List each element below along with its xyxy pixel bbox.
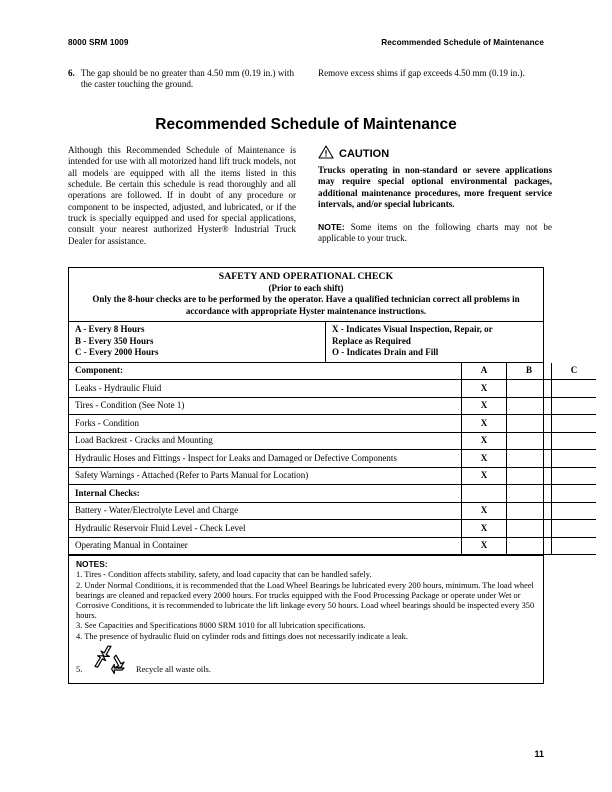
row-mark-a: X [462, 432, 507, 450]
legend-symbol-x-line1: X - Indicates Visual Inspection, Repair, or [332, 324, 493, 335]
caution-text: Trucks operating in non-standard or severe applications may require special optional environmental packages, additional maintenance procedures, more frequent service intervals, and/or special lubricants. [318, 165, 552, 210]
row-mark-a: X [462, 380, 507, 398]
row-mark-c [552, 432, 597, 450]
table-row [69, 467, 596, 485]
note-item-4: 4. The presence of hydraulic fluid on cylinder rods and fittings does not necessarily indicate a leak. [76, 631, 408, 641]
note-item-2: 2. Under Normal Conditions, it is recommended that the Load Wheel Bearings be lubricated every 200 hours, minimum. The load wheel bearings are cleaned and repacked every 2000 hours. For trucks equipped with the Food Processing Package or operate under Wet or Corrosive Conditions, it is recommended to lubricate the lift linkage every 50 hours. Load wheel bearings should be inspected every 350 hours. [76, 580, 535, 621]
section-mark-a [462, 485, 507, 503]
row-component: Safety Warnings - Attached (Refer to Parts Manual for Location) [69, 467, 462, 485]
step-left-text: The gap should be no greater than 4.50 mm (0.19 in.) with the caster touching the ground. [80, 68, 294, 90]
row-mark-a: X [462, 415, 507, 433]
column-header-b: B [507, 363, 552, 380]
note-block [318, 222, 552, 245]
step-block [68, 68, 544, 91]
row-mark-b [507, 432, 552, 450]
caution-column [318, 145, 552, 247]
row-mark-b [507, 415, 552, 433]
row-mark-a: X [462, 502, 507, 520]
table-row [69, 432, 596, 450]
row-component: Tires - Condition (See Note 1) [69, 397, 462, 415]
row-mark-b [507, 380, 552, 398]
chart-legend-row [69, 322, 543, 362]
row-mark-c [552, 502, 597, 520]
caution-header [318, 145, 552, 162]
row-component: Hydraulic Hoses and Fittings - Inspect for Leaks and Damaged or Defective Components [69, 450, 462, 468]
row-mark-a: X [462, 520, 507, 538]
legend-interval-b: B - Every 350 Hours [75, 335, 154, 346]
table-row [69, 397, 596, 415]
row-mark-c [552, 380, 597, 398]
note-item-5 [76, 643, 536, 677]
chart-title-line1: SAFETY AND OPERATIONAL CHECK [218, 271, 394, 282]
step-left-column [68, 68, 294, 91]
note-item-5-number: 5. [76, 664, 83, 674]
running-head-right: Recommended Schedule of Maintenance [381, 38, 544, 47]
chart-title-block [69, 268, 543, 322]
row-mark-a: X [462, 467, 507, 485]
table-row [69, 415, 596, 433]
running-head-left: 8000 SRM 1009 [68, 38, 129, 47]
table-row [69, 502, 596, 520]
legend-symbol-o: O - Indicates Drain and Fill [332, 347, 439, 358]
chart-title-line2: (Prior to each shift) [268, 282, 344, 293]
body-columns [68, 145, 552, 247]
page-number: 11 [534, 749, 544, 759]
note-item-3: 3. See Capacities and Specifications 8000 SRM 1010 for all lubrication specifications. [76, 621, 366, 631]
row-mark-c [552, 415, 597, 433]
table-section-heading-row [69, 485, 596, 503]
chart-title-line3: Only the 8-hour checks are to be performed by the operator. Have a qualified technician correct all problems in accordance with appropriate Hyster maintenance instructions. [92, 294, 520, 316]
row-mark-b [507, 537, 552, 555]
legend-interval-a: A - Every 8 Hours [75, 324, 145, 335]
row-component: Leaks - Hydraulic Fluid [69, 380, 462, 398]
row-mark-b [507, 397, 552, 415]
note-item-1: 1. Tires - Condition affects stability, safety, and load capacity that can be handled safely. [76, 570, 372, 580]
row-mark-c [552, 467, 597, 485]
table-header-row [69, 363, 596, 380]
table-row [69, 520, 596, 538]
caution-label: CAUTION [339, 147, 390, 160]
row-mark-c [552, 397, 597, 415]
note-item-5-text: Recycle all waste oils. [136, 664, 211, 674]
row-mark-c [552, 520, 597, 538]
table-row [69, 380, 596, 398]
column-header-component: Component: [69, 363, 462, 380]
row-mark-b [507, 502, 552, 520]
row-component: Hydraulic Reservoir Fluid Level - Check Level [69, 520, 462, 538]
note-label: NOTE: [318, 221, 345, 232]
row-mark-a: X [462, 397, 507, 415]
intro-paragraph: Although this Recommended Schedule of Maintenance is intended for use with all motorized hand lift truck models, not all models are equipped with all the items listed in this schedule. Be certain this schedule is read thoroughly and all operations are followed. If in doubt of any procedure or component to be inspected, adjusted, and lubricated, or if the truck is specially equipped and used for special applications, consult your nearest authorized Hyster® Industrial Truck Dealer for assistance. [68, 145, 297, 246]
table-row [69, 450, 596, 468]
notes-heading: NOTES: [76, 559, 108, 570]
maintenance-chart [68, 267, 578, 684]
row-component: Operating Manual in Container [69, 537, 462, 555]
table-row [69, 537, 596, 555]
column-header-a: A [462, 363, 507, 380]
row-component: Forks - Condition [69, 415, 462, 433]
legend-symbols [326, 322, 543, 361]
legend-symbol-x-line2: Replace as Required [332, 335, 411, 346]
section-mark-b [507, 485, 552, 503]
row-mark-b [507, 467, 552, 485]
row-component: Load Backrest - Cracks and Mounting [69, 432, 462, 450]
row-mark-c [552, 450, 597, 468]
note-text: Some items on the following charts may not be applicable to your truck. [318, 221, 552, 244]
row-mark-a: X [462, 537, 507, 555]
row-mark-c [552, 537, 597, 555]
page-title: Recommended Schedule of Maintenance [155, 116, 457, 133]
row-component: Battery - Water/Electrolyte Level and Charge [69, 502, 462, 520]
maintenance-table [69, 363, 596, 556]
chart-notes [69, 555, 543, 683]
step-number: 6. [68, 68, 75, 78]
row-mark-a: X [462, 450, 507, 468]
running-head [68, 38, 544, 47]
warning-triangle-icon [318, 145, 334, 162]
row-mark-b [507, 450, 552, 468]
section-heading-label: Internal Checks: [69, 485, 462, 503]
column-header-c: C [552, 363, 597, 380]
legend-intervals [69, 322, 326, 361]
legend-interval-c: C - Every 2000 Hours [75, 347, 159, 358]
step-right-text: Remove excess shims if gap exceeds 4.50 mm (0.19 in.). [318, 68, 525, 78]
row-mark-b [507, 520, 552, 538]
recycle-icon [94, 643, 128, 677]
section-mark-c [552, 485, 597, 503]
